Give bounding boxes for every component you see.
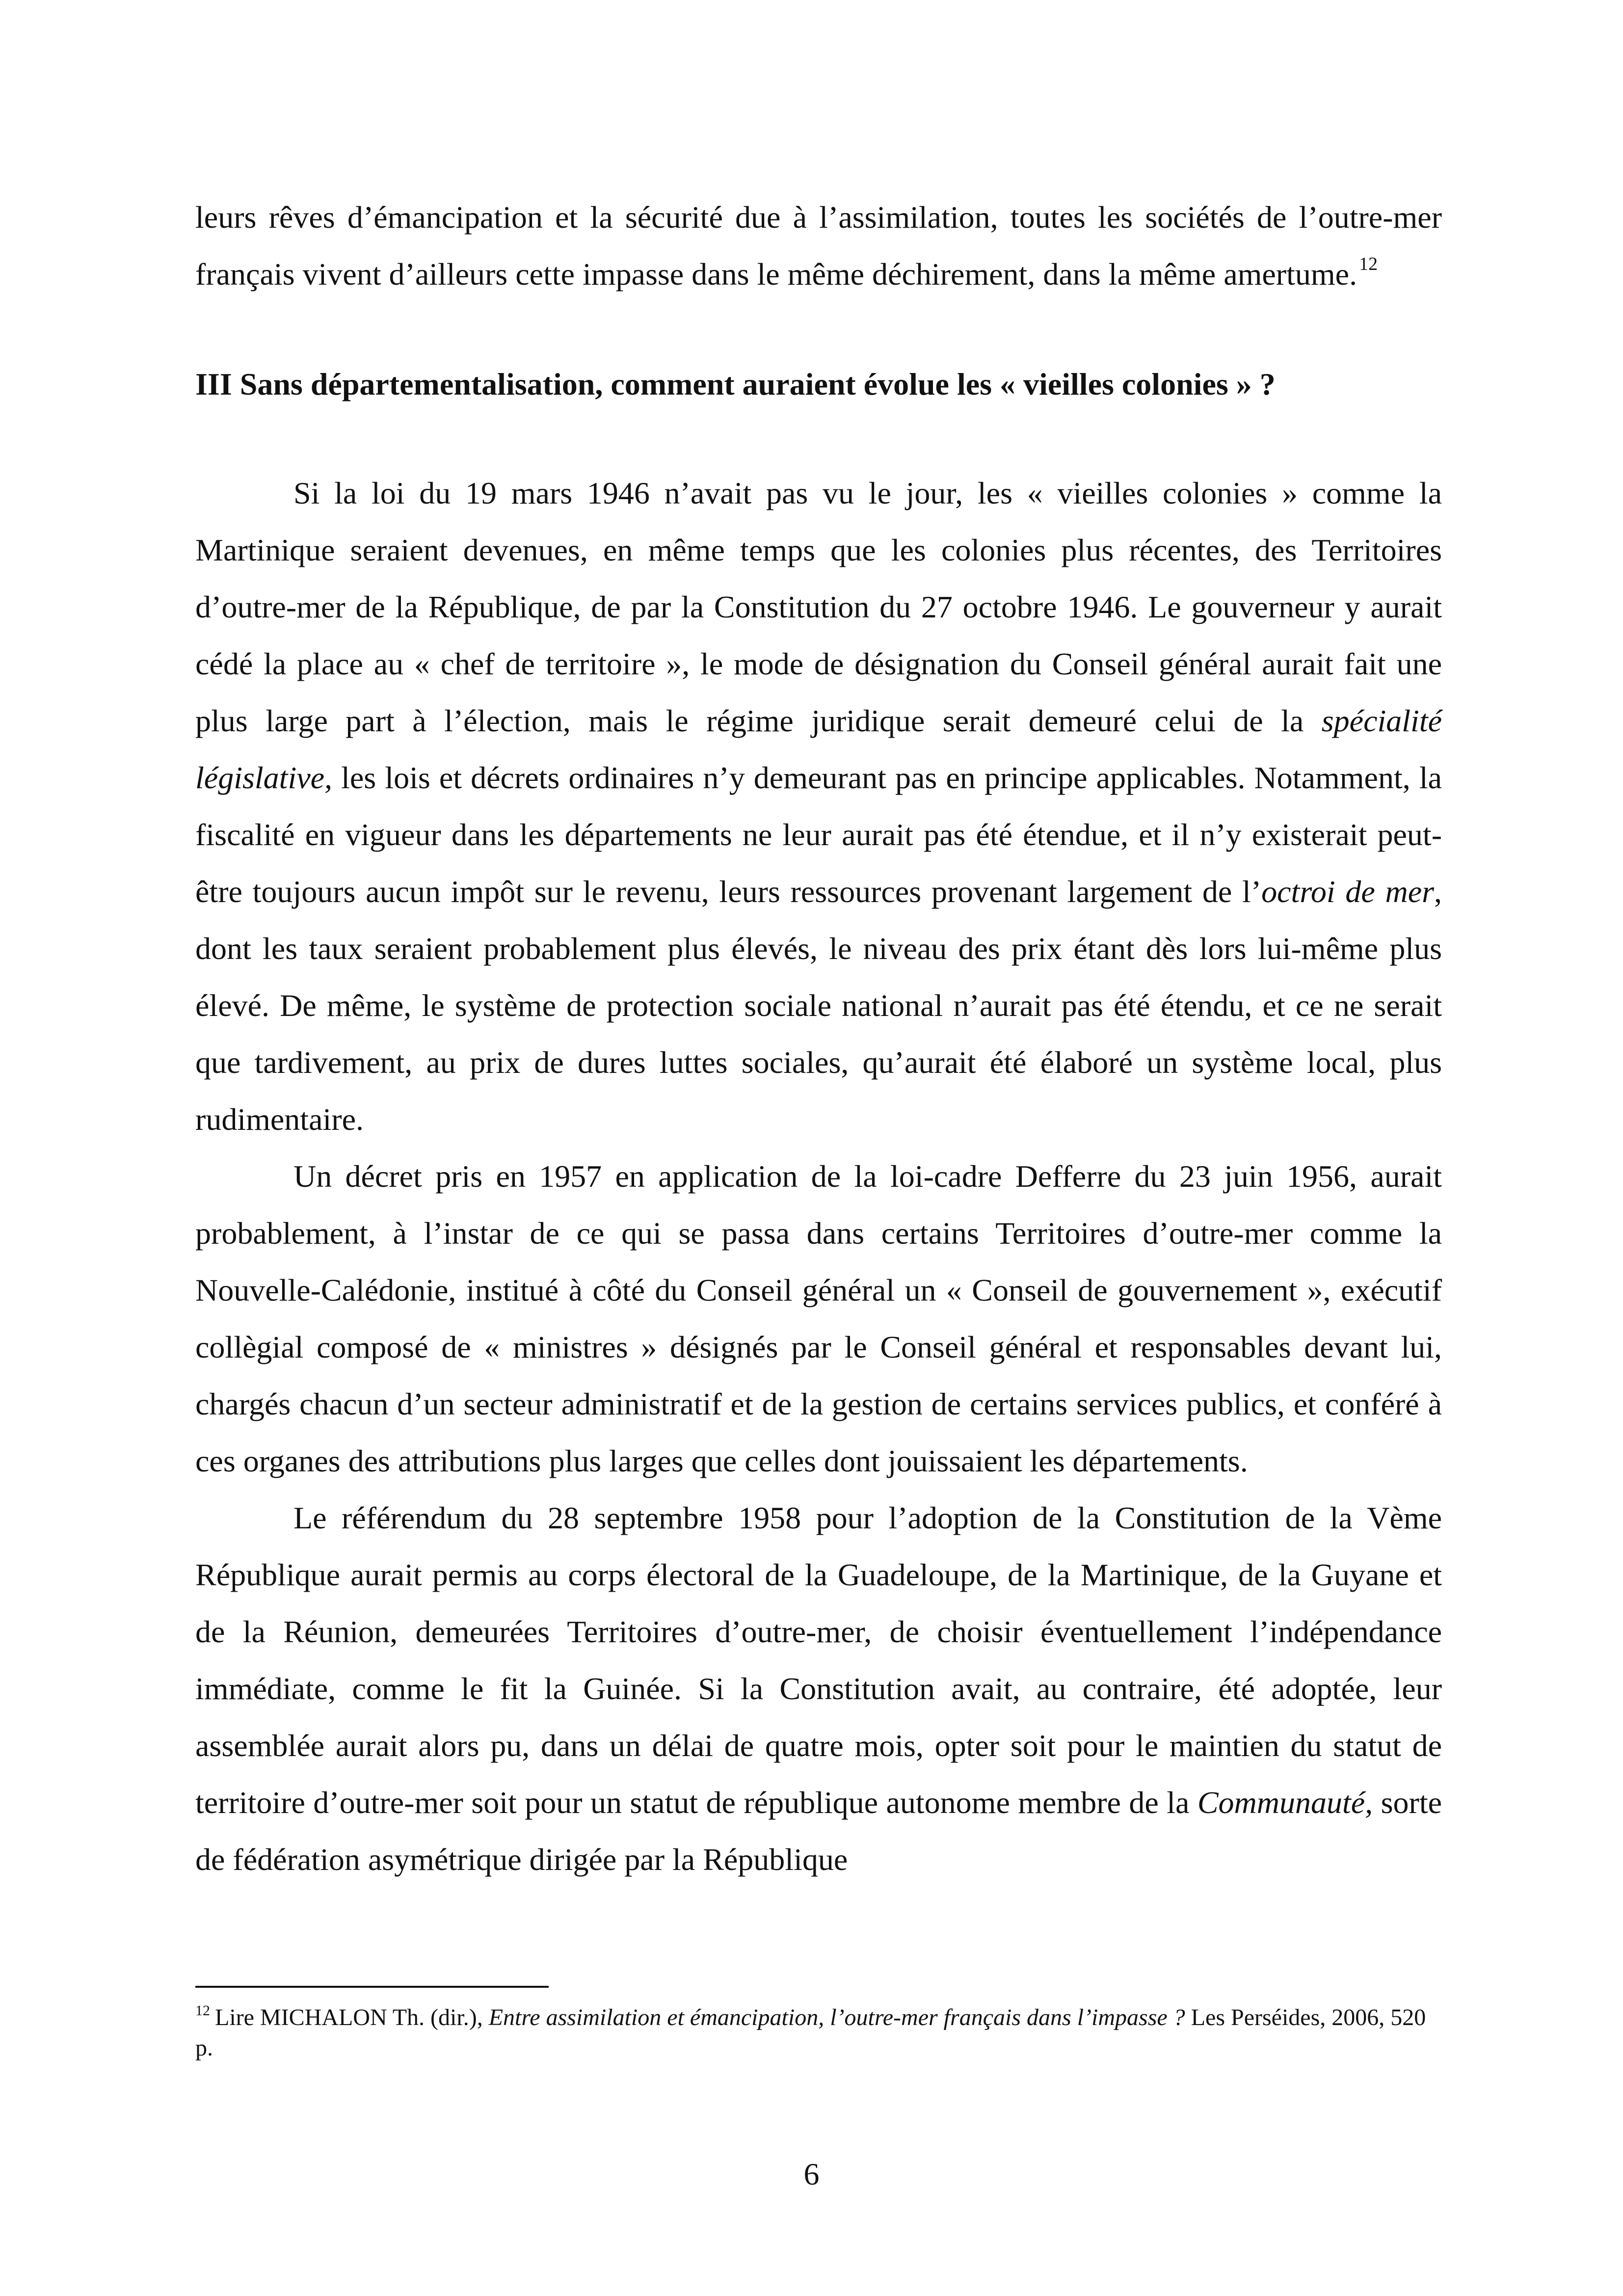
paragraph-3-text-c: sorte de fédération asymétrique dirigée par la République xyxy=(195,1785,1442,1877)
page-number: 6 xyxy=(803,2157,820,2191)
paragraph-3-italic-communaute: Communauté, xyxy=(1197,1785,1373,1820)
paragraph-3-text-a: Le référendum du 28 septembre 1958 pour l’adoption de la Constitution de la Vème République aurait permis au corps électoral de la Guadeloupe, de la Martinique, de la Guyane et de la Réunion, demeurées Territoires d’outre-mer, de choisir éventuellement l’indépendance immédiate, comme le fit la Guinée. Si la Constitution avait, au contraire, été adoptée, leur assemblée aurait alors pu, dans un délai de quatre mois, opter soit pour le maintien du statut de territoire d’outre-mer soit pour un statut de république autonome membre de la xyxy=(195,1500,1442,1820)
footnote-title: Entre assimilation et émancipation, l’outre-mer français dans l’impasse ? xyxy=(488,2004,1185,2030)
footnote-separator xyxy=(195,1986,549,1988)
continuation-text: leurs rêves d’émancipation et la sécurité due à l’assimilation, toutes les sociétés de l’outre-mer français vivent d’ailleurs cette impasse dans le même déchirement, dans la même amertume. xyxy=(195,200,1442,292)
section-heading: III Sans départementalisation, comment auraient évolue les « vieilles colonies » ? xyxy=(195,367,1276,401)
footnote-tail: Les Perséides, 2006, 520 p. xyxy=(195,2004,1426,2061)
paragraph-1-text-e: , dont les taux seraient probablement plus élevés, le niveau des prix étant dès lors lui-même plus élevé. De même, le système de protection sociale national n’aurait pas été étendu, et ce ne serait que tardivement, au prix de dures luttes sociales, qu’aurait été élaboré un système local, plus rudimentaire. xyxy=(195,874,1442,1137)
body-text xyxy=(195,189,1442,1888)
footnote-reference[interactable]: 12 xyxy=(1359,254,1378,274)
footnote-number: 12 xyxy=(195,2002,210,2019)
paragraph-3 xyxy=(195,1490,1442,1888)
paragraph-1-italic-octroi: octroi de mer xyxy=(1261,874,1435,909)
paragraph-1-italic-specialite: spécialité législative, xyxy=(195,703,1442,795)
footnote xyxy=(195,2002,1442,2063)
paragraph-1-text-a: Si la loi du 19 mars 1946 n’avait pas vu le jour, les « vieilles colonies » comme la Martinique seraient devenues, en même temps que les colonies plus récentes, des Territoires d’outre-mer de la République, de par la Constitution du 27 octobre 1946. Le gouverneur y aurait cédé la place au « chef de territoire », le mode de désignation du Conseil général aurait fait une plus large part à l’élection, mais le régime juridique serait demeuré celui de la xyxy=(195,476,1442,738)
paragraph-2: Un décret pris en 1957 en application de la loi-cadre Defferre du 23 juin 1956, aurait probablement, à l’instar de ce qui se passa dans certains Territoires d’outre-mer comme la Nouvelle-Calédonie, institué à côté du Conseil général un « Conseil de gouvernement », exécutif collègial composé de « ministres » désignés par le Conseil général et responsables devant lui, chargés chacun d’un secteur administratif et de la gestion de certains services publics, et conféré à ces organes des attributions plus larges que celles dont jouissaient les départements. xyxy=(195,1159,1442,1478)
footnote-lead: Lire MICHALON Th. (dir.), xyxy=(215,2004,489,2030)
paragraph-1 xyxy=(195,465,1442,1148)
continuation-paragraph xyxy=(195,189,1442,303)
paragraph-1-text-c: les lois et décrets ordinaires n’y demeurant pas en principe applicables. Notamment, la fiscalité en vigueur dans les départements ne leur aurait pas été étendue, et il n’y existerait peut-être toujours aucun impôt sur le revenu, leurs ressources provenant largement de l’ xyxy=(195,760,1442,909)
